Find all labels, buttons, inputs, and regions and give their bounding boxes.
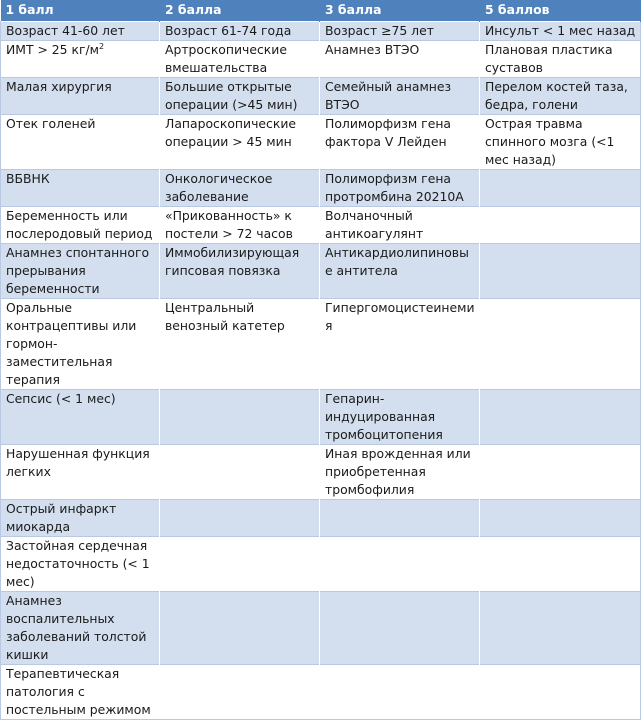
table-row	[1, 244, 641, 299]
table-cell	[1, 41, 160, 78]
table-cell: Иммобилизирующая гипсовая повязка	[160, 244, 320, 299]
table-row	[1, 445, 641, 500]
table-row	[1, 207, 641, 244]
table-row	[1, 78, 641, 115]
table-cell: Большие открытые операции (>45 мин)	[160, 78, 320, 115]
table-cell: Лапароскопические операции > 45 мин	[160, 115, 320, 170]
table-cell: Иная врожденная или приобретенная тромбофилия	[320, 445, 480, 500]
table-cell	[320, 500, 480, 537]
table-cell: Отек голеней	[1, 115, 160, 170]
table-cell: Терапевтическая патология с постельным режимом	[1, 665, 160, 720]
table-cell: Полиморфизм гена фактора V Лейден	[320, 115, 480, 170]
table-cell	[160, 500, 320, 537]
table-cell	[480, 665, 641, 720]
table-cell	[480, 207, 641, 244]
table-cell	[320, 537, 480, 592]
table-row	[1, 115, 641, 170]
table-cell: Антикардиолипиновые антитела	[320, 244, 480, 299]
table-cell: Инсульт < 1 мес назад	[480, 22, 641, 41]
table-row	[1, 299, 641, 390]
table-row	[1, 665, 641, 720]
table-cell: Малая хирургия	[1, 78, 160, 115]
table-cell: Нарушенная функция легких	[1, 445, 160, 500]
table-row	[1, 41, 641, 78]
table-cell	[320, 665, 480, 720]
table-cell	[480, 537, 641, 592]
table-cell: Полиморфизм гена протромбина 20210A	[320, 170, 480, 207]
table-cell	[160, 445, 320, 500]
table-cell: Возраст ≥75 лет	[320, 22, 480, 41]
header-row	[1, 0, 641, 22]
bmi-label: ИМТ > 25 кг/м	[6, 42, 100, 57]
table-cell	[160, 665, 320, 720]
table-cell	[320, 592, 480, 665]
table-cell	[160, 537, 320, 592]
table-cell: Оральные контрацептивы или гормон-заместительная терапия	[1, 299, 160, 390]
table-cell: ВБВНК	[1, 170, 160, 207]
table-row	[1, 170, 641, 207]
table-cell: Артроскопические вмешательства	[160, 41, 320, 78]
table-cell: Анамнез спонтанного прерывания беременности	[1, 244, 160, 299]
bmi-superscript: 2	[99, 42, 105, 51]
table-cell	[480, 592, 641, 665]
table-row	[1, 22, 641, 41]
table-cell: Анамнез ВТЭО	[320, 41, 480, 78]
table-cell	[480, 170, 641, 207]
table-cell: Гепарин-индуцированная тромбоцитопения	[320, 390, 480, 445]
table-cell	[480, 244, 641, 299]
table-cell: Острая травма спинного мозга (<1 мес назад)	[480, 115, 641, 170]
table-cell	[480, 500, 641, 537]
table-cell	[480, 445, 641, 500]
table-cell: Анамнез воспалительных заболеваний толстой кишки	[1, 592, 160, 665]
table-cell: «Прикованность» к постели > 72 часов	[160, 207, 320, 244]
table-cell: Центральный венозный катетер	[160, 299, 320, 390]
table-row	[1, 500, 641, 537]
table-row	[1, 390, 641, 445]
table-cell: Плановая пластика суставов	[480, 41, 641, 78]
table-cell: Перелом костей таза, бедра, голени	[480, 78, 641, 115]
table-cell: Семейный анамнез ВТЭО	[320, 78, 480, 115]
table-cell	[160, 592, 320, 665]
header-3-points: 3 балла	[320, 0, 480, 22]
table-cell	[480, 299, 641, 390]
table-cell: Волчаночный антикоагулянт	[320, 207, 480, 244]
table-cell	[160, 390, 320, 445]
table-cell: Онкологическое заболевание	[160, 170, 320, 207]
table-cell: Застойная сердечная недостаточность (< 1 мес)	[1, 537, 160, 592]
header-1-point: 1 балл	[1, 0, 160, 22]
table-row	[1, 537, 641, 592]
table-cell	[480, 390, 641, 445]
table-cell: Гипергомоцистеинемия	[320, 299, 480, 390]
table-cell: Беременность или послеродовый период	[1, 207, 160, 244]
header-2-points: 2 балла	[160, 0, 320, 22]
table-row	[1, 592, 641, 665]
header-5-points: 5 баллов	[480, 0, 641, 22]
table-cell: Сепсис (< 1 мес)	[1, 390, 160, 445]
table-cell: Возраст 61-74 года	[160, 22, 320, 41]
table-cell: Острый инфаркт миокарда	[1, 500, 160, 537]
table-cell: Возраст 41-60 лет	[1, 22, 160, 41]
